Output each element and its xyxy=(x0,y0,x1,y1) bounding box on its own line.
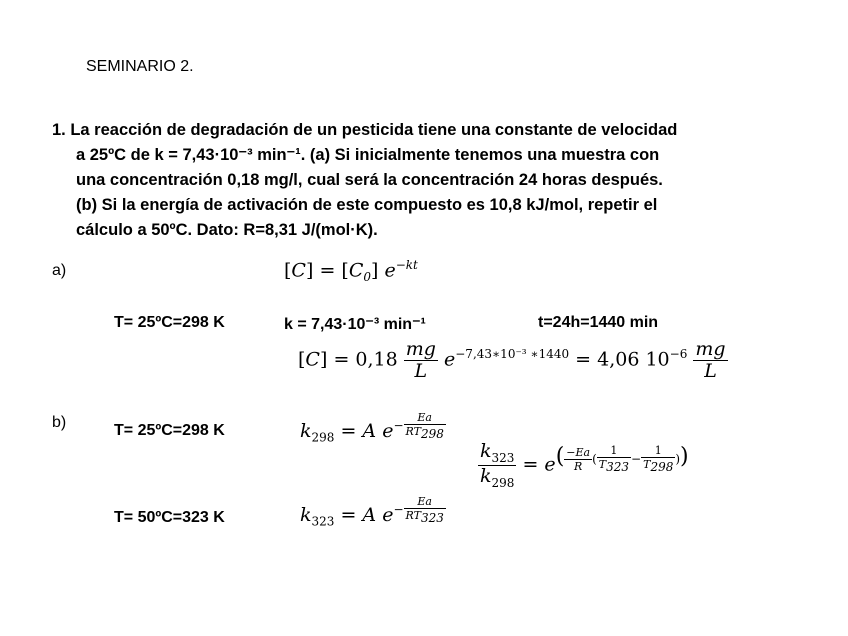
rate-law-equation: $[C] = [C_0]$ $e^{-kt}$ xyxy=(284,258,418,285)
exponent-value: −7,43∗10⁻³ ∗1440 xyxy=(455,347,570,362)
unit-fraction: $\frac{mg}{L}$ xyxy=(405,338,436,382)
part-a-rate-constant: k = 7,43·10⁻³ min⁻¹ xyxy=(284,316,426,333)
part-b-temperature-1: T= 25ºC=298 K xyxy=(114,422,225,439)
concentration-result-equation: [C] = 0,18 $\frac{mg}{L}$ e−7,43∗10⁻³ ∗1440 = 4,06 $10^{-6}$ $\frac{mg}{L}$ xyxy=(298,338,726,382)
arrhenius-equation-298: $k_{298} = A$ e− $\frac{Ea}{RT_{298}}$ xyxy=(300,411,444,445)
part-a-label: a) xyxy=(52,262,67,279)
problem-line: una concentración 0,18 mg/l, cual será la concentración 24 horas después. xyxy=(76,171,663,189)
problem-statement xyxy=(52,118,677,243)
problem-line: 1. La reacción de degradación de un pesticida tiene una constante de velocidad xyxy=(52,121,678,139)
problem-line: (b) Si la energía de activación de este compuesto es 10,8 kJ/mol, repetir el xyxy=(76,196,658,214)
part-a-temperature: T= 25ºC=298 K xyxy=(114,314,225,331)
page-title: SEMINARIO 2. xyxy=(86,58,194,75)
part-a-time: t=24h=1440 min xyxy=(538,314,659,331)
result-coefficient: 0,18 xyxy=(355,348,398,371)
problem-line: a 25ºC de k = 7,43·10⁻³ min⁻¹. (a) Si inicialmente tenemos una muestra con xyxy=(76,146,660,164)
arrhenius-equation-323: $k_{323} = A$ e− $\frac{Ea}{RT_{323}}$ xyxy=(300,495,444,529)
part-b-label: b) xyxy=(52,414,67,431)
unit-fraction: $\frac{mg}{L}$ xyxy=(695,338,726,382)
result-value: 4,06 10 xyxy=(597,348,670,371)
result-power: −6 xyxy=(669,347,688,362)
part-b-temperature-2: T= 50ºC=323 K xyxy=(114,509,225,526)
problem-line: cálculo a 50ºC. Dato: R=8,31 J/(mol·K). xyxy=(76,221,378,239)
arrhenius-ratio-equation: $\frac{k_{323}}{k_{298}}$ = e( $\frac{-Ea}{R}$ ( $\frac{1}{T_{323}}$ − $\frac{1}{T_{298}}$ )) xyxy=(480,440,689,490)
